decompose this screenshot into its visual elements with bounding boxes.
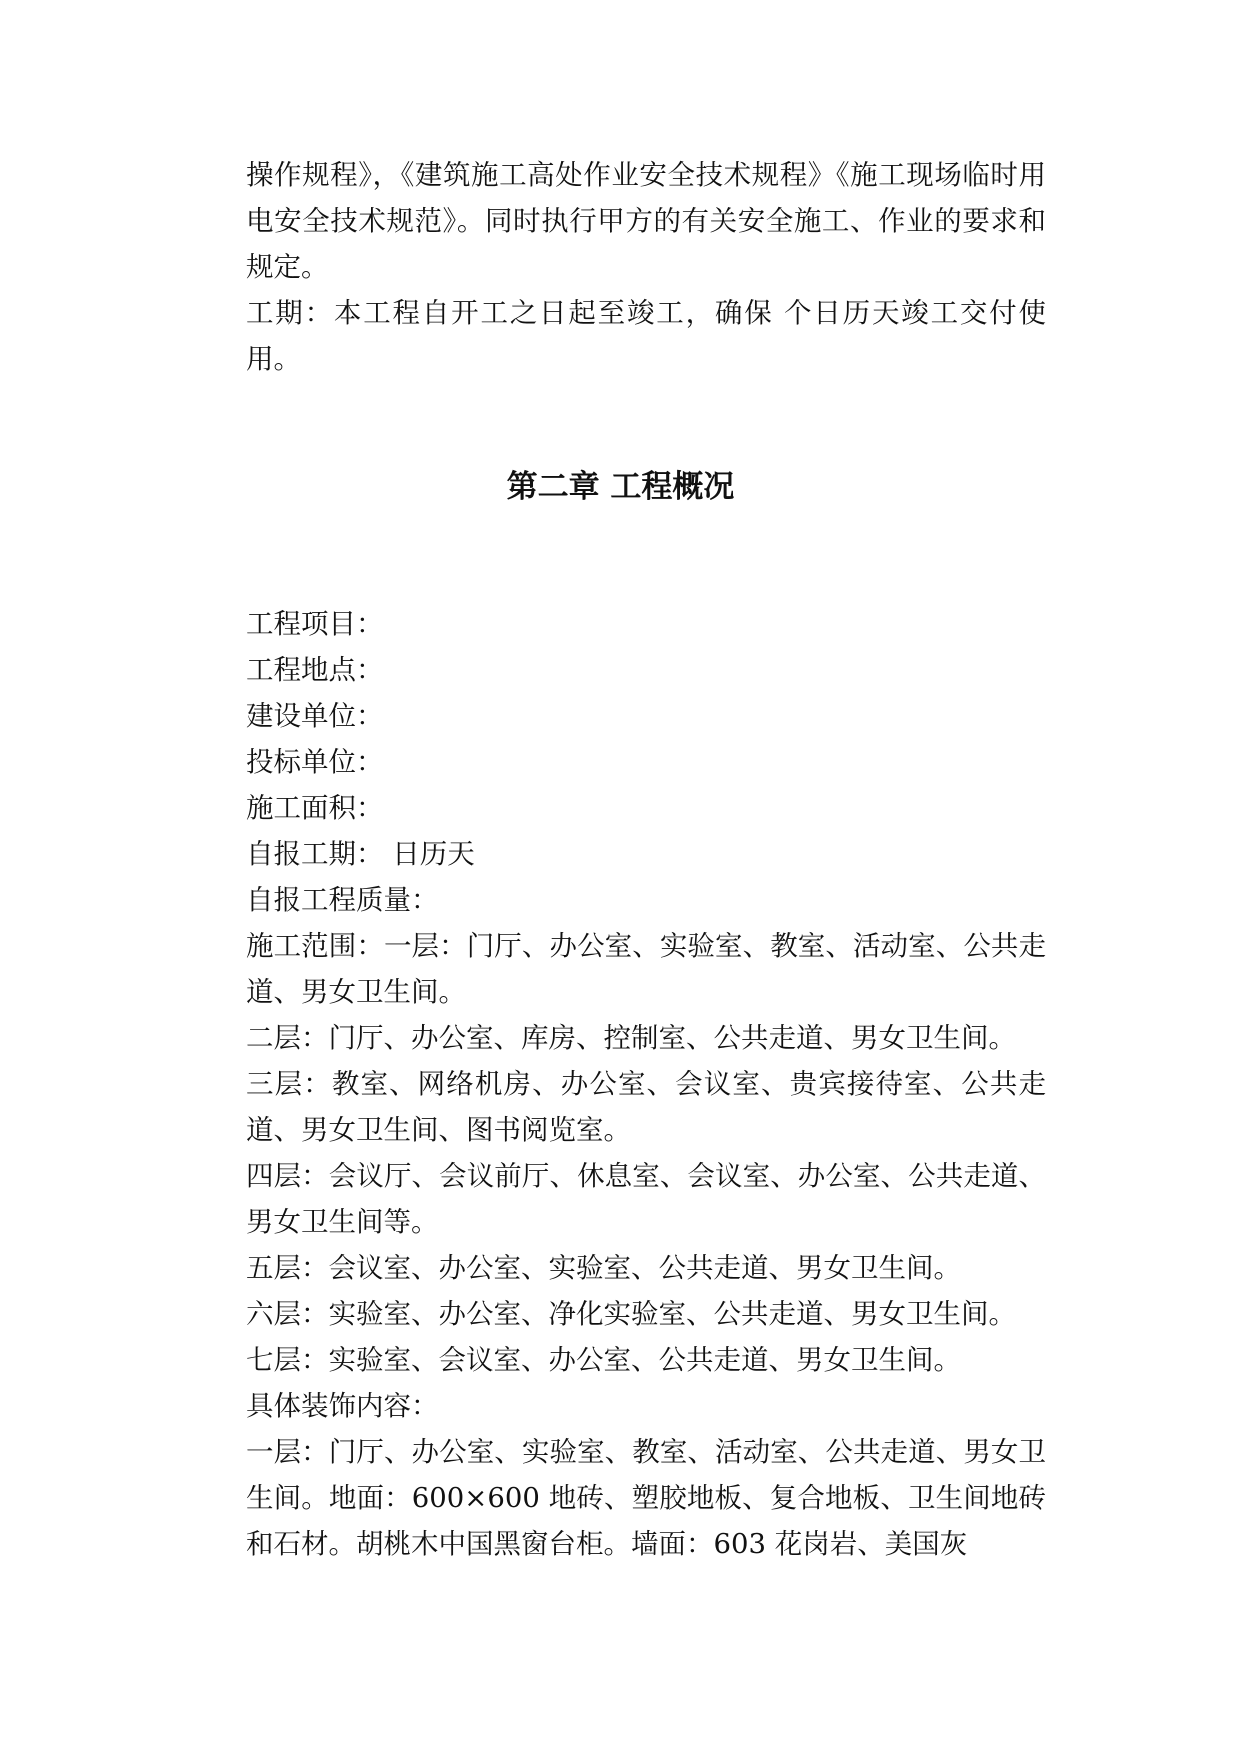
overview-scope-floor-3: 三层：教室、网络机房、办公室、会议室、贵宾接待室、公共走道、男女卫生间、图书阅览室。 — [246, 1068, 1046, 1146]
overview-bidder: 投标单位： — [246, 746, 384, 778]
chapter-title: 第二章 工程概况 — [506, 469, 735, 505]
overview-area: 施工面积： — [246, 792, 384, 824]
overview-decoration-heading: 具体装饰内容： — [246, 1390, 439, 1422]
overview-location: 工程地点： — [246, 654, 384, 686]
intro-paragraph-schedule: 工期：本工程自开工之日起至竣工，确保 个日历天竣工交付使用。 — [246, 297, 1046, 375]
overview-scope-floor-6: 六层：实验室、办公室、净化实验室、公共走道、男女卫生间。 — [246, 1298, 1016, 1330]
overview-decoration-floor-1: 一层：门厅、办公室、实验室、教室、活动室、公共走道、男女卫生间。地面：600×600 地砖、塑胶地板、复合地板、卫生间地砖和石材。胡桃木中国黑窗台柜。墙面：603 花岗岩、美国灰 — [246, 1436, 1046, 1560]
overview-owner: 建设单位： — [246, 700, 384, 732]
overview-scope-floor-5: 五层：会议室、办公室、实验室、公共走道、男女卫生间。 — [246, 1252, 961, 1284]
overview-scope-floor-4: 四层：会议厅、会议前厅、休息室、会议室、办公室、公共走道、男女卫生间等。 — [246, 1160, 1046, 1238]
intro-section — [246, 152, 1046, 382]
overview-scope-floor-1: 施工范围：一层：门厅、办公室、实验室、教室、活动室、公共走道、男女卫生间。 — [246, 930, 1046, 1008]
overview-duration: 自报工期： 日历天 — [246, 838, 475, 870]
overview-section — [246, 601, 1046, 1567]
overview-project: 工程项目： — [246, 608, 384, 640]
overview-scope-floor-2: 二层：门厅、办公室、库房、控制室、公共走道、男女卫生间。 — [246, 1022, 1016, 1054]
intro-paragraph-regulations: 操作规程》，《建筑施工高处作业安全技术规程》《施工现场临时用电安全技术规范》。同时执行甲方的有关安全施工、作业的要求和规定。 — [246, 159, 1046, 283]
overview-scope-floor-7: 七层：实验室、会议室、办公室、公共走道、男女卫生间。 — [246, 1344, 961, 1376]
overview-quality: 自报工程质量： — [246, 884, 439, 916]
